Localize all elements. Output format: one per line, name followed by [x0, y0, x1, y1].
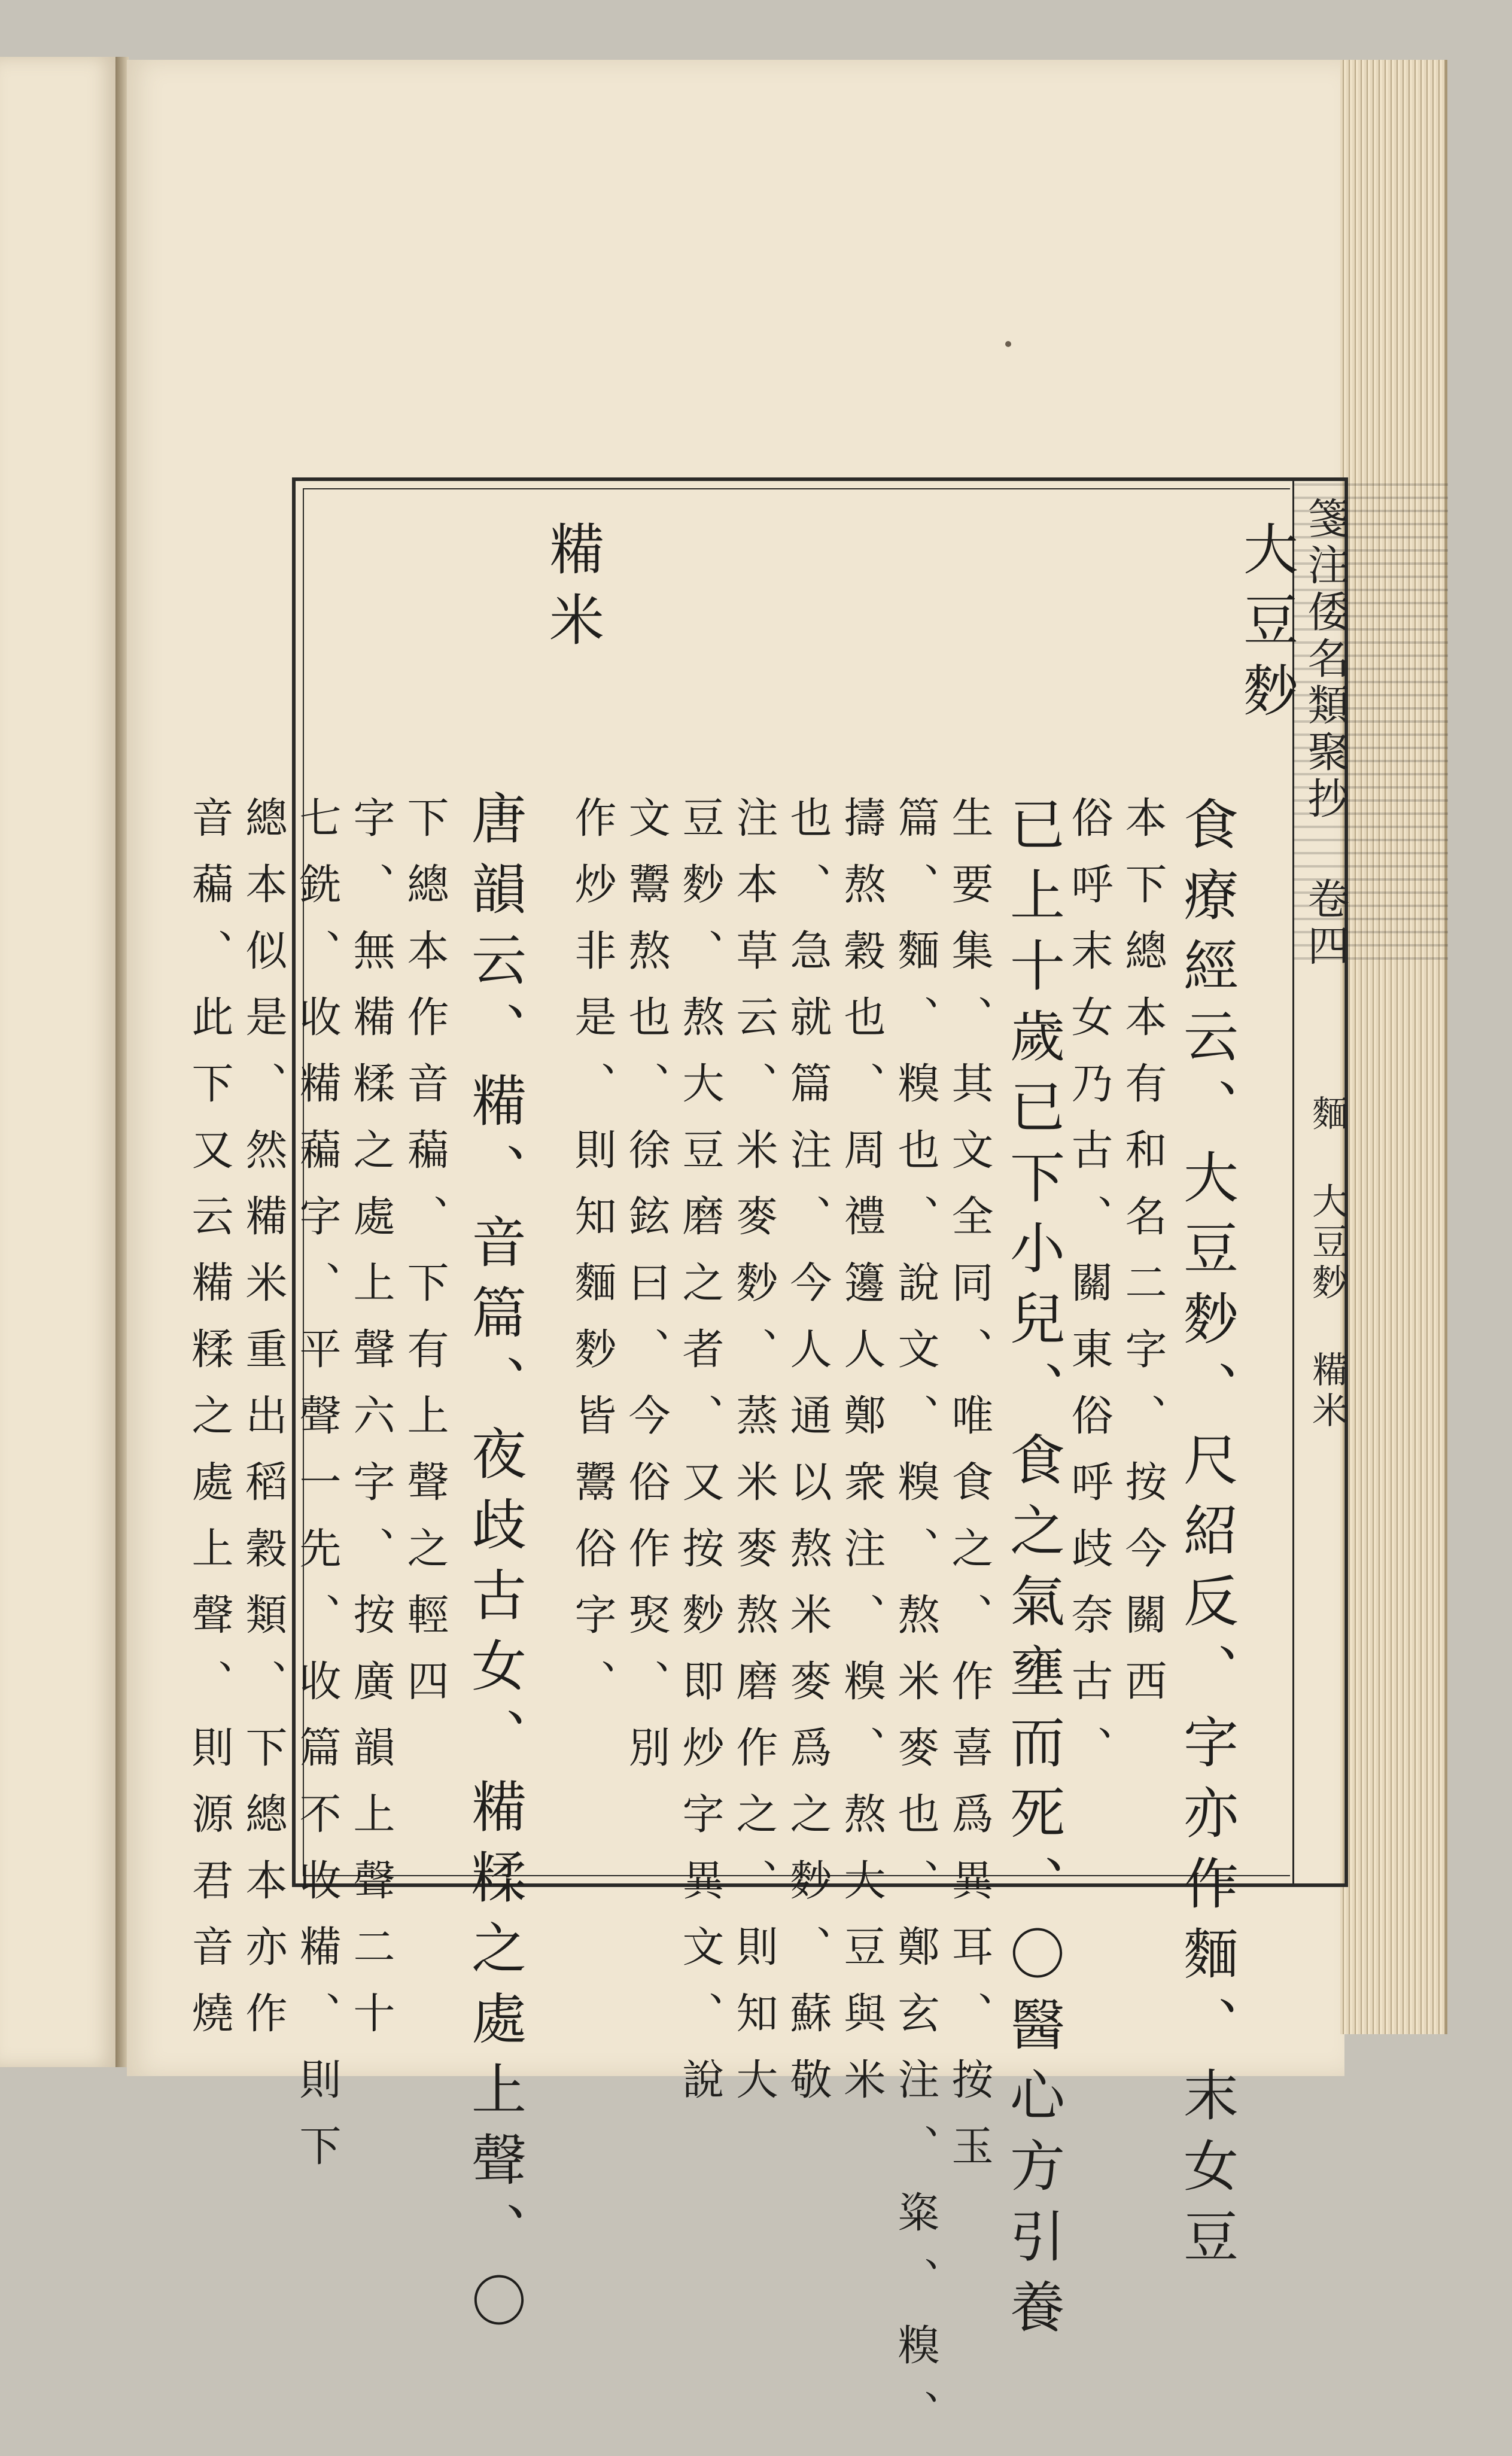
text-column-large: 糒米 [540, 521, 604, 662]
text-column-commentary: 文䰞熬也、徐鉉曰、今俗作㷅、別 [622, 796, 671, 1792]
text-column-commentary: 也、急就篇注、今人通以熬米麥爲之麨、蘇敬 [783, 796, 832, 2124]
text-column-commentary: 字、無糒糅之處上聲六字、按廣韻上聲二十 [346, 796, 396, 2058]
text-column-commentary: 生要集、其文全同、唯食之、作喜爲異耳、按玉 [945, 796, 994, 2190]
entry-list: 麵 大豆麨 糒米 [1306, 1095, 1348, 1432]
text-column-commentary: 擣熬穀也、周禮籩人鄭衆注、糗、熬大豆與米 [837, 796, 886, 2124]
page-edges [1340, 60, 1447, 2034]
text-column-commentary: 注本草云、米麥麨、蒸米麥熬磨作之、則知大 [729, 796, 778, 2124]
text-column-commentary: 本下總本有和名二字、按今關西 [1118, 796, 1167, 1725]
text-column-commentary: 篇、麵、糗也、說文、糗、熬米麥也、鄭玄注、粢、糗、 [891, 796, 940, 2456]
text-column-commentary: 七銑、收糒藊字、平聲一先、收篇不收糒、則下 [293, 796, 342, 2190]
text-column-large: 食療經云、大豆麨、尺紹反、字亦作麵、末女豆 [1175, 796, 1239, 2278]
text-column-commentary: 俗呼末女乃古、關東俗呼歧奈古、 [1064, 796, 1114, 1792]
page-speck [1005, 341, 1011, 347]
text-column-commentary: 音藊、此下又云糒糅之處上聲、則源君音燒 [185, 796, 234, 2058]
text-column-commentary: 豆麨、熬大豆磨之者、又按麨即炒字異文、說 [676, 796, 725, 2124]
text-column-commentary: 總本似是、然糒米重出稻穀類、下總本亦作 [239, 796, 288, 2058]
running-title: 箋注倭名類聚抄 卷四 [1301, 497, 1350, 970]
text-column-large: 大豆麨 [1234, 521, 1298, 732]
left-page [0, 57, 118, 2067]
text-column-large: 已上十歲已下小兒、食之氣壅而死、〇醫心方引養 [1001, 796, 1065, 2349]
text-column-large: 唐韻云、糒、音篇、夜歧古女、糒糅之處上聲、〇 [463, 790, 527, 2343]
text-column-commentary: 作炒非是、則知麵麨皆䰞俗字、 [568, 796, 617, 1725]
text-column-commentary: 下總本作音藊、下有上聲之輕四 [400, 796, 449, 1725]
